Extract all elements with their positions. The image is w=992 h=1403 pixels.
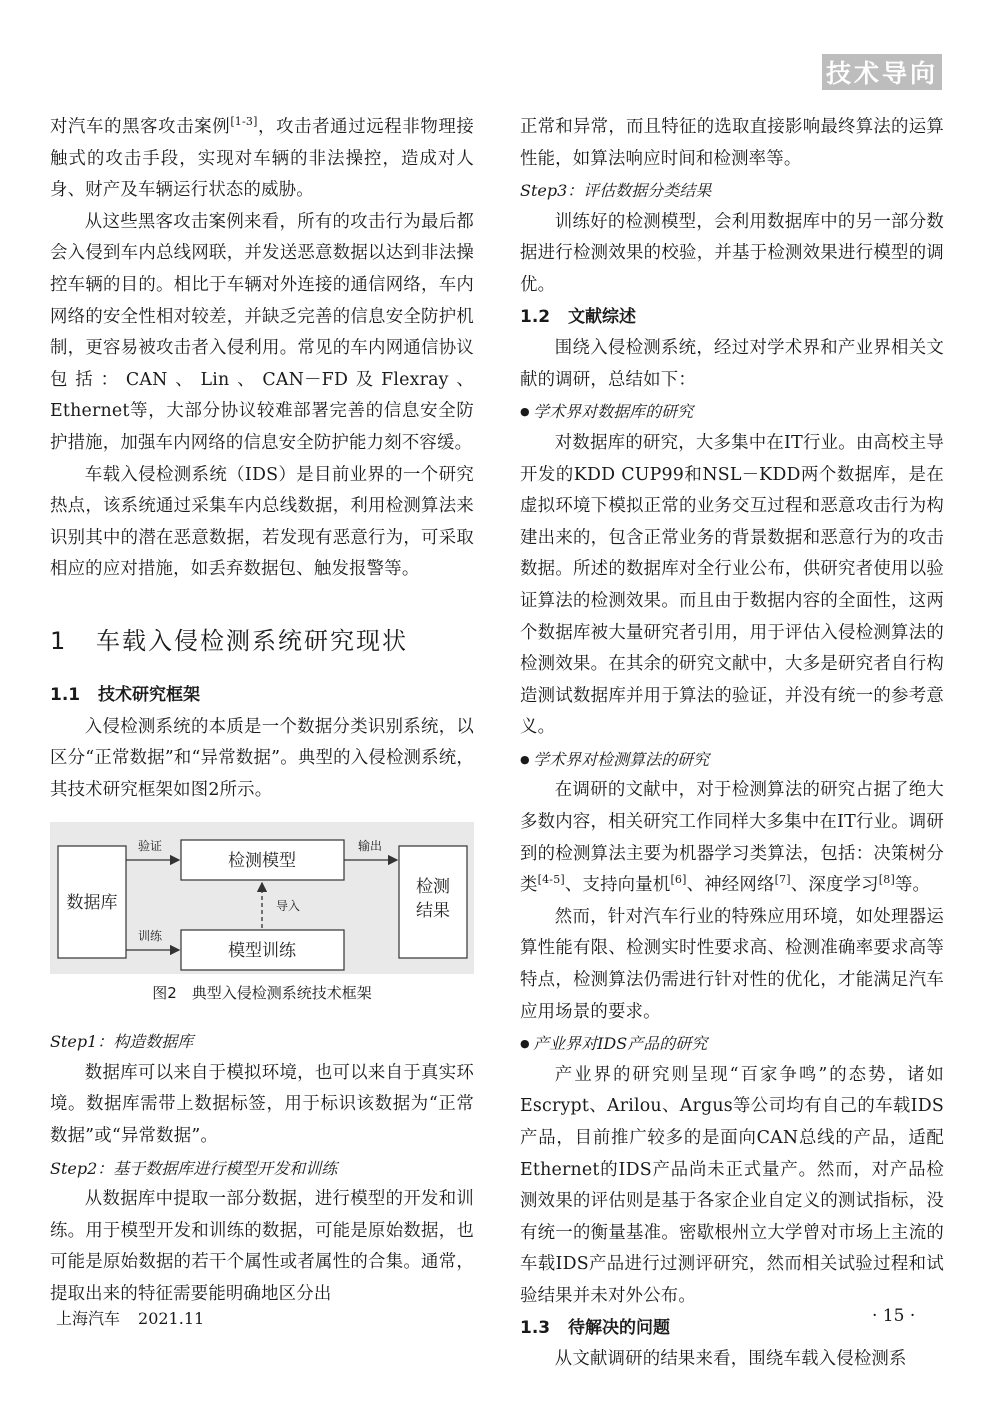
verify-label: 验证 bbox=[137, 839, 163, 854]
paragraph: 围绕入侵检测系统，经过对学术界和产业界相关文献的调研，总结如下： bbox=[520, 338, 944, 390]
subsection-heading: 1.2 文献综述 bbox=[520, 306, 636, 327]
paragraph: 正常和异常，而且特征的选取直接影响最终算法的运算性能，如算法响应时间和检测率等。 bbox=[520, 117, 944, 169]
journal-issue: 2021.11 bbox=[138, 1309, 205, 1328]
footer-journal bbox=[56, 1306, 204, 1329]
section-heading: 1 车载入侵检测系统研究现状 bbox=[50, 626, 408, 655]
bullet-heading: ● 学术界对数据库的研究 bbox=[520, 396, 944, 428]
paragraph: 训练好的检测模型，会利用数据库中的另一部分数据进行检测效果的校验，并基于检测效果进行模型的调优。 bbox=[520, 211, 944, 295]
bullet-heading: ● 学术界对检测算法的研究 bbox=[520, 744, 944, 776]
paragraph: 对汽车的黑客攻击案例[1-3]，攻击者通过远程非物理接触式的攻击手段，实现对车辆的非法操控，造成对人身、财产及车辆运行状态的威胁。 bbox=[50, 115, 474, 201]
import-label: 导入 bbox=[275, 899, 301, 914]
train-label: 训练 bbox=[137, 929, 163, 944]
paragraph: 车载入侵检测系统（IDS）是目前业界的一个研究热点，该系统通过采集车内总线数据，利用检测算法来识别其中的潜在恶意数据，若发现有恶意行为，可采取相应的应对措施，如丢弃数据包、触发报警等。 bbox=[50, 464, 474, 580]
train-model-label: 模型训练 bbox=[228, 941, 296, 962]
paragraph: 数据库可以来自于模拟环境，也可以来自于真实环境。数据库需带上数据标签，用于标识该数据为“正常数据”或“异常数据”。 bbox=[50, 1062, 474, 1147]
framework-diagram bbox=[50, 822, 474, 974]
step-heading: Step1：构造数据库 bbox=[50, 1032, 194, 1052]
citation: [6] bbox=[670, 873, 687, 887]
output-label: 输出 bbox=[357, 839, 383, 854]
subsection-heading: 1.3 待解决的问题 bbox=[520, 1317, 670, 1338]
paragraph: 对数据库的研究，大多集中在IT行业。由高校主导开发的KDD CUP99和NSL－KDD两个数据库，是在虚拟环境下模拟正常的业务交互过程和恶意攻击行为构建出来的，包含正常业务的背景数据和恶意行为的攻击数据。所述的数据库对全行业公布，供研究者使用以验证算法的检测效果。而且由于数据内容的全面性，这两个数据库被大量研究者引用，用于评估入侵检测算法的检测效果。在其余的研究文献中，大多是研究者自行构造测试数据库并用于算法的验证，并没有统一的参考意义。 bbox=[520, 432, 944, 738]
journal-name: 上海汽车 bbox=[56, 1309, 121, 1328]
right-column bbox=[520, 112, 944, 1376]
bullet-heading: ● 产业界对IDS产品的研究 bbox=[520, 1028, 944, 1060]
citation: [4-5] bbox=[537, 873, 565, 887]
citation: [8] bbox=[878, 873, 895, 887]
citation: [7] bbox=[774, 873, 791, 887]
paragraph: 入侵检测系统的本质是一个数据分类识别系统，以区分“正常数据”和“异常数据”。典型的入侵检测系统，其技术研究框架如图2所示。 bbox=[50, 716, 474, 800]
step-heading: Step3：评估数据分类结果 bbox=[520, 181, 712, 201]
result-label-line2: 结果 bbox=[416, 901, 450, 922]
step-heading: Step2：基于数据库进行模型开发和训练 bbox=[50, 1158, 338, 1178]
citation: [1-3] bbox=[230, 115, 258, 129]
column-tag: 技术导向 bbox=[822, 54, 942, 90]
left-column bbox=[50, 112, 474, 1311]
database-label: 数据库 bbox=[66, 893, 118, 914]
paragraph: 从数据库中提取一部分数据，进行模型的开发和训练。用于模型开发和训练的数据，可能是原始数据，也可能是原始数据的若干个属性或者属性的合集。通常，提取出来的特征需要能明确地区分出 bbox=[50, 1189, 474, 1305]
detect-model-label: 检测模型 bbox=[228, 851, 296, 872]
subsection-heading: 1.1 技术研究框架 bbox=[50, 684, 200, 705]
paragraph: 从这些黑客攻击案例来看，所有的攻击行为最后都会入侵到车内总线网联，并发送恶意数据以达到非法操控车辆的目的。相比于车辆对外连接的通信网络，车内网络的安全性相对较差，并缺乏完善的信息安全防护机制，更容易被攻击者入侵利用。常见的车内网通信协议包括：CAN、Lin、CAN－FD及Flexray、Ethernet等，大部分协议较难部署完善的信息安全防护措施，加强车内网络的信息安全防护能力刻不容缓。 bbox=[50, 211, 474, 453]
paragraph: 然而，针对汽车行业的特殊应用环境，如处理器运算性能有限、检测实时性要求高、检测准确率要求高等特点，检测算法仍需进行针对性的优化，才能满足汽车应用场景的要求。 bbox=[520, 906, 944, 1022]
paragraph: 在调研的文献中，对于检测算法的研究占据了绝大多数内容，相关研究工作同样大多集中在IT行业。调研到的检测算法主要为机器学习类算法，包括：决策树分类[4-5]、支持向量机[6]、神经网络[7]、深度学习[8]等。 bbox=[520, 780, 944, 896]
figure-caption: 图2 典型入侵检测系统技术框架 bbox=[152, 984, 372, 1003]
framework-figure bbox=[50, 822, 474, 974]
page-number: · 15 · bbox=[872, 1306, 916, 1326]
paragraph: 从文献调研的结果来看，围绕车载入侵检测系 bbox=[554, 1349, 907, 1370]
result-label-line1: 检测 bbox=[416, 877, 450, 898]
paragraph: 产业界的研究则呈现“百家争鸣”的态势，诸如Escrypt、Arilou、Argus等公司均有自己的车载IDS产品，目前推广较多的是面向CAN总线的产品，适配Ethernet的IDS产品尚未正式量产。然而，对产品检测效果的评估则是基于各家企业自定义的测试指标，没有统一的衡量基准。密歇根州立大学曾对市场上主流的车载IDS产品进行过测评研究，然而相关试验过程和试验结果并未对外公布。 bbox=[520, 1064, 944, 1306]
